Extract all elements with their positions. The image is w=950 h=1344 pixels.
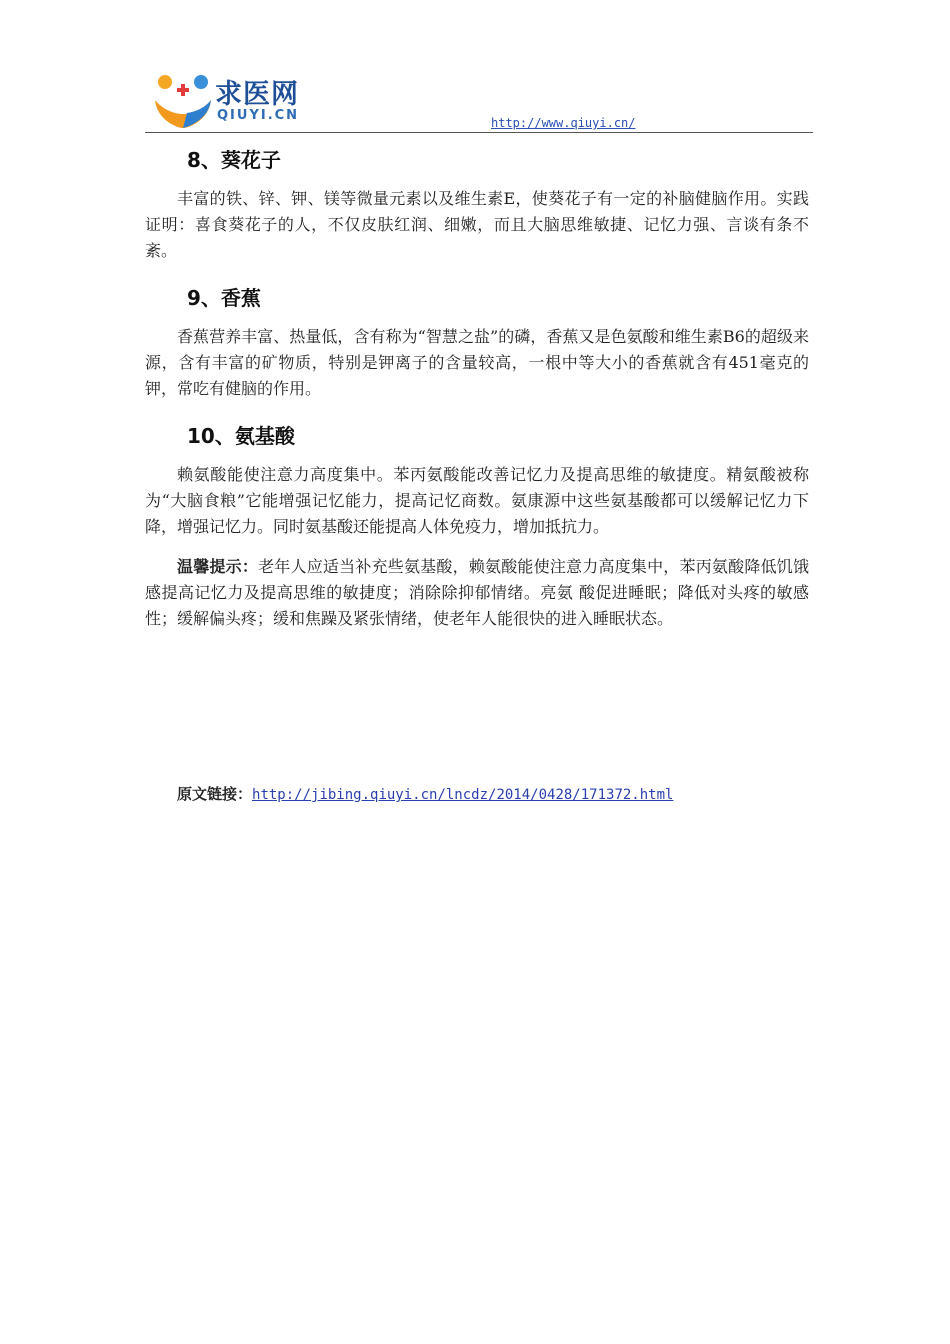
section-title-amino-acids: 10、氨基酸 [187, 424, 295, 448]
logo-chinese-name: 求医网 [215, 79, 299, 110]
section-title-banana: 9、香蕉 [187, 286, 261, 310]
article-body [145, 140, 809, 632]
section-text-sunflower-seeds: 丰富的铁、锌、钾、镁等微量元素以及维生素E，使葵花子有一定的补脑健脑作用。实践证明：喜食葵花子的人，不仅皮肤红润、细嫩，而且大脑思维敏捷、记忆力强、言谈有条不紊。 [145, 189, 809, 260]
section-text-banana: 香蕉营养丰富、热量低，含有称为“智慧之盐”的磷，香蕉又是色氨酸和维生素B6的超级来源，含有丰富的矿物质，特别是钾离子的含量较高，一根中等大小的香蕉就含有451毫克的钾，常吃有健脑的作用。 [145, 327, 809, 398]
qiuyi-logo[interactable] [151, 70, 326, 130]
page-header [145, 66, 813, 134]
source-line [177, 783, 673, 804]
source-label: 原文链接： [177, 785, 253, 803]
warm-tip-label: 温馨提示： [177, 557, 259, 576]
header-divider [145, 132, 813, 133]
section-text-amino-acids: 赖氨酸能使注意力高度集中。苯丙氨酸能改善记忆力及提高思维的敏捷度。精氨酸被称为“大脑食粮”它能增强记忆能力，提高记忆商数。氨康源中这些氨基酸都可以缓解记忆力下降，增强记忆力。同时氨基酸还能提高人体免疫力，增加抵抗力。 [145, 465, 809, 536]
source-link[interactable]: http://jibing.qiuyi.cn/lncdz/2014/0428/171372.html [252, 787, 674, 803]
section-title-sunflower-seeds: 8、葵花子 [187, 148, 281, 172]
warm-tip-paragraph [145, 554, 809, 632]
header-site-link[interactable]: http://www.qiuyi.cn/ [491, 116, 636, 130]
logo-english-name: QIUYI.CN [217, 108, 300, 123]
logo-icon [151, 70, 215, 130]
warm-tip-text: 老年人应适当补充些氨基酸，赖氨酸能使注意力高度集中，苯丙氨酸降低饥饿感提高记忆力及提高思维的敏捷度；消除除抑郁情绪。亮氨 酸促进睡眠；降低对头疼的敏感性；缓解偏头疼；缓和焦躁及紧张情绪，使老年人能很快的进入睡眠状态。 [145, 557, 809, 628]
